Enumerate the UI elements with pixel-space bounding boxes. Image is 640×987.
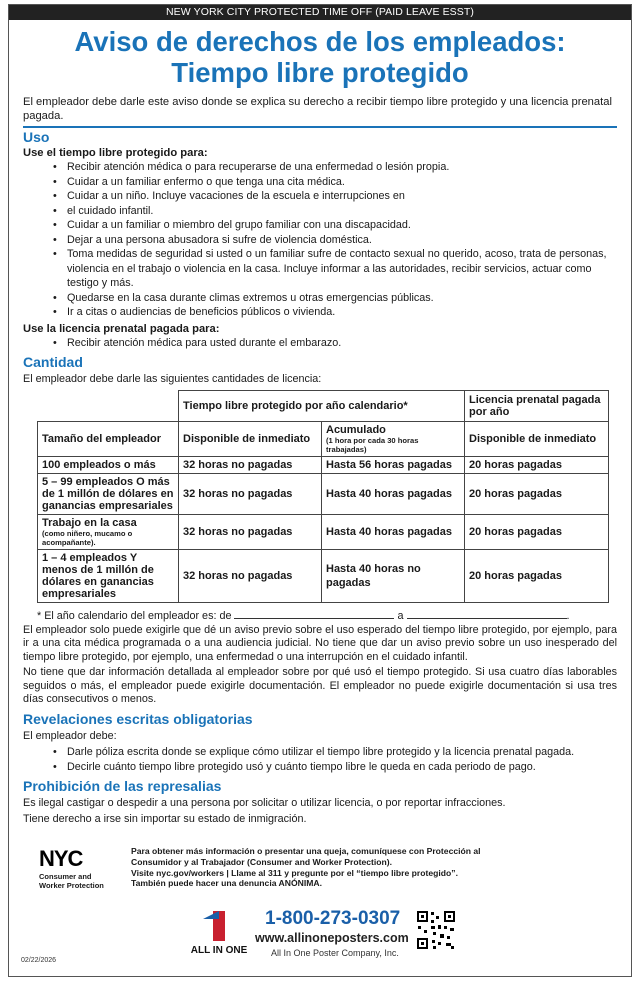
col-header-accrued <box>322 421 465 456</box>
cell-immediate: 32 horas no pagadas <box>179 456 322 473</box>
leave-amount-table <box>37 390 609 603</box>
cell-size <box>38 514 179 549</box>
list-item: • Ir a citas o audiencias de beneficios públicos o vivienda. <box>9 305 617 320</box>
prohibicion-line-1: Es ilegal castigar o despedir a una persona por solicitar o utilizar licencia, o por reportar infracciones. <box>23 797 506 809</box>
section-heading-uso: Uso <box>23 126 617 146</box>
section-heading-revelaciones: Revelaciones escritas obligatorias <box>23 710 253 727</box>
section-heading-prohibicion: Prohibición de las represalias <box>23 778 222 794</box>
table-subheader-row <box>38 421 609 456</box>
list-item: • el cuidado infantil. <box>9 204 617 219</box>
poster <box>8 4 632 977</box>
contact-line-1: Para obtener más información o presentar una queja, comuníquese con Protección al Consumidor y al Trabajador (Consumer and Worker Protection). <box>131 846 481 867</box>
cell-accrued: Hasta 40 horas no pagadas <box>322 549 465 602</box>
protected-list <box>9 160 631 320</box>
calendar-end: . <box>566 609 570 622</box>
list-item: • Cuidar a un familiar enfermo o que tenga una cita médica. <box>9 175 617 190</box>
contact-line-2: Visite nyc.gov/workers | Llame al 311 y pregunte por el “tiempo libre protegido”. <box>131 867 458 878</box>
notice-paragraph: El empleador solo puede exigirle que dé un aviso previo sobre el uso esperado del tiempo libre protegido, por ejemplo, para ir a una cita médica programada o a una audiencia judicial. No tiene que dar un aviso previo sobre un uso inesperado del tiempo libre protegido, por ejemplo, una enfermedad o una interrupción en el cuidado infantil. <box>23 623 617 663</box>
cell-prenatal: 20 horas pagadas <box>465 456 609 473</box>
qr-code-icon <box>416 910 456 950</box>
list-item: • Darle póliza escrita donde se explique cómo utilizar el tiempo libre protegido y la licencia prenatal pagada. <box>9 745 617 760</box>
calendar-start-blank[interactable] <box>234 608 394 619</box>
poster-footer <box>9 836 631 976</box>
calendar-end-blank[interactable] <box>407 608 567 619</box>
cell-size: 100 empleados o más <box>38 456 179 473</box>
table-prenatal-header: Licencia prenatal pagada por año <box>465 390 609 421</box>
prenatal-label: Use la licencia prenatal pagada para: <box>23 322 220 335</box>
cell-immediate: 32 horas no pagadas <box>179 473 322 514</box>
contact-info <box>131 846 531 889</box>
revelaciones-intro: El empleador debe: <box>23 729 117 742</box>
revision-date: 02/22/2026 <box>21 957 57 964</box>
cell-size: 1 – 4 empleados Y menos de 1 millón de dólares en ganancias empresariales <box>38 549 179 602</box>
title-line-2: Tiempo libre protegido <box>171 57 469 88</box>
cell-immediate: 32 horas no pagadas <box>179 514 322 549</box>
list-item: • Dejar a una persona abusadora si sufre de violencia doméstica. <box>9 233 617 248</box>
cell-prenatal: 20 horas pagadas <box>465 549 609 602</box>
table-row <box>38 456 609 473</box>
phone-number[interactable]: 1-800-273-0307 <box>265 908 401 929</box>
list-item: • Recibir atención médica o para recuperarse de una enfermedad o lesión propia. <box>9 160 617 175</box>
top-banner: NEW YORK CITY PROTECTED TIME OFF (PAID LEAVE ESST) <box>9 5 631 20</box>
cell-accrued: Hasta 40 horas pagadas <box>322 514 465 549</box>
cell-accrued: Hasta 40 horas pagadas <box>322 473 465 514</box>
protected-label: Use el tiempo libre protegido para: <box>23 147 208 159</box>
contact-line-3: También puede hacer una denuncia ANÓNIMA. <box>131 878 323 889</box>
cell-prenatal: 20 horas pagadas <box>465 473 609 514</box>
revelaciones-list <box>9 745 631 774</box>
calendar-mid: a <box>397 609 404 622</box>
all-in-one-logo-text: ALL IN ONE <box>190 945 248 956</box>
list-item: • Cuidar a un familiar o miembro del grupo familiar con una discapacidad. <box>9 218 617 233</box>
documentation-paragraph: No tiene que dar información detallada al empleador sobre por qué usó el tiempo protegido. Si usa cuatro días laborables seguidos o más, el empleador puede exigirle documentación. El empleador no puede exigirle documentación si usa tres días consecutivos o menos. <box>23 666 617 705</box>
nyc-logo-sub-2: Worker Protection <box>39 881 104 890</box>
cell-size-note: (como niñero, mucamo o acompañante). <box>42 528 133 547</box>
table-row <box>38 514 609 549</box>
cell-immediate: 32 horas no pagadas <box>179 549 322 602</box>
table-group-header: Tiempo libre protegido por año calendario* <box>179 390 465 421</box>
website-link[interactable]: www.allinoneposters.com <box>255 931 409 945</box>
nyc-logo-sub-1: Consumer and <box>39 872 92 881</box>
poster-title <box>9 26 631 88</box>
col-header-size: Tamaño del empleador <box>38 421 179 456</box>
table-header-row <box>38 390 609 421</box>
col-header-immediate: Disponible de inmediato <box>179 421 322 456</box>
list-item: • Cuidar a un niño. Incluye vacaciones de la escuela e interrupciones en <box>9 189 617 204</box>
calendar-year-line <box>37 608 617 622</box>
table-row <box>38 473 609 514</box>
prenatal-list <box>9 336 631 351</box>
col-header-accrued-label: Acumulado <box>326 423 386 436</box>
nyc-logo-text: NYC <box>39 846 83 871</box>
list-item: • Quedarse en la casa durante climas extremos u otras emergencias públicas. <box>9 291 617 306</box>
table-row <box>38 549 609 602</box>
intro-text: El empleador debe darle este aviso donde se explica su derecho a recibir tiempo libre protegido y una licencia prenatal pagada. <box>23 96 612 122</box>
calendar-prefix: * El año calendario del empleador es: de <box>37 609 232 622</box>
list-item: • Recibir atención médica para usted durante el embarazo. <box>9 336 617 351</box>
prohibicion-line-2: Tiene derecho a irse sin importar su estado de inmigración. <box>23 812 307 825</box>
cell-prenatal: 20 horas pagadas <box>465 514 609 549</box>
company-name: All In One Poster Company, Inc. <box>271 948 399 958</box>
list-item: • Toma medidas de seguridad si usted o un familiar sufre de contacto sexual no querido, acoso, trata de personas, violencia en el trabajo o violencia en la casa. Incluye informar a las autoridades, recibir servicios, actuar como testigo y más. <box>9 247 617 291</box>
list-item: • Decirle cuánto tiempo libre protegido usó y cuánto tiempo libre le queda en cada periodo de pago. <box>9 760 617 775</box>
col-header-accrued-note: (1 hora por cada 30 horas trabajadas) <box>326 435 419 454</box>
section-heading-cantidad: Cantidad <box>23 354 83 370</box>
title-line-1: Aviso de derechos de los empleados: <box>74 26 566 57</box>
cell-size-label: Trabajo en la casa <box>42 516 137 529</box>
nyc-dcwp-logo <box>39 846 109 890</box>
cell-size: 5 – 99 empleados O más de 1 millón de dólares en ganancias empresariales <box>38 473 179 514</box>
cell-accrued: Hasta 56 horas pagadas <box>322 456 465 473</box>
table-corner <box>38 390 179 421</box>
cantidad-intro: El empleador debe darle las siguientes cantidades de licencia: <box>23 373 322 385</box>
all-in-one-logo <box>187 909 251 959</box>
col-header-prenatal: Disponible de inmediato <box>465 421 609 456</box>
